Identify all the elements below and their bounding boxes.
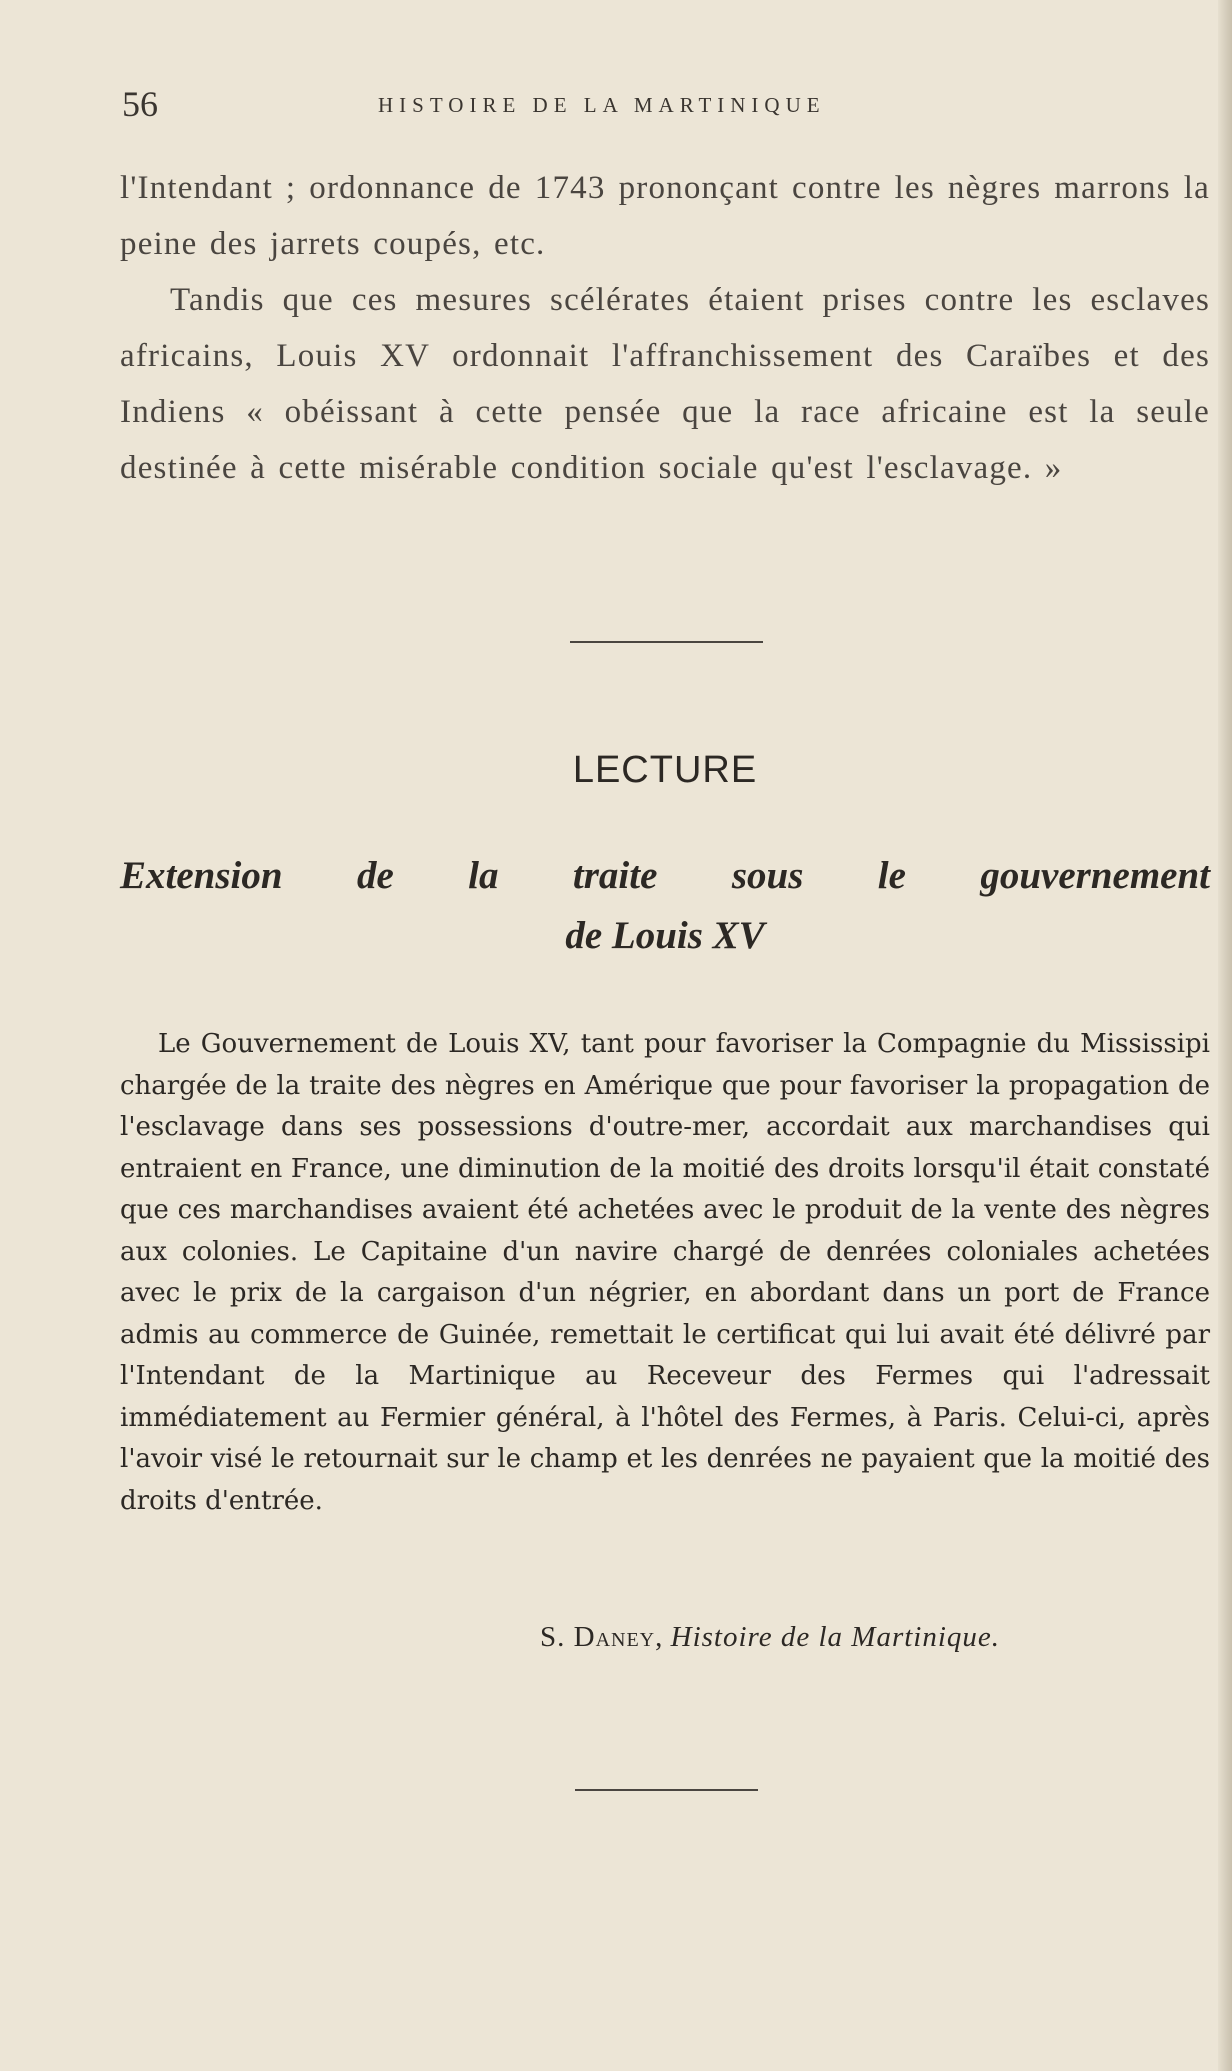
reading-title-line-1: Extension de la traite sous le gouvernement [120, 854, 1210, 897]
citation-work: Histoire de la Martinique. [670, 1621, 1001, 1653]
reading-body [120, 1024, 1210, 1522]
reading-title-line-2: de Louis XV [565, 914, 765, 957]
intro-paragraph-2: Tandis que ces mesures scélérates étaient prises contre les esclaves africains, Louis XV ordonnait l'affranchissement des Caraïbes et des Indiens « obéissant à cette pensée que la race africaine est la seule destinée à cette misérable condition sociale qu'est l'esclavage. » [120, 282, 1210, 486]
reading-title [120, 846, 1210, 966]
intro-text [120, 160, 1210, 496]
page-number: 56 [122, 84, 158, 124]
citation-author: S. Daney, [540, 1621, 664, 1653]
citation [540, 1617, 1000, 1657]
running-head: HISTOIRE DE LA MARTINIQUE [378, 93, 826, 117]
section-label: LECTURE [572, 749, 758, 791]
intro-paragraph-1: l'Intendant ; ordonnance de 1743 prononçant contre les nègres marrons la peine des jarrets coupés, etc. [120, 170, 1210, 262]
page-edge [1218, 0, 1232, 2071]
section-divider-top [570, 641, 763, 643]
reading-paragraph: Le Gouvernement de Louis XV, tant pour favoriser la Compagnie du Mississipi chargée de la traite des nègres en Amérique que pour favoriser la propagation de l'esclavage dans ses possessions d'outre-mer, accordait aux marchandises qui entraient en France, une diminution de la moitié des droits lorsqu'il était constaté que ces marchandises avaient été achetées avec le produit de la vente des nègres aux colonies. Le Capitaine d'un navire chargé de denrées coloniales achetées avec le prix de la cargaison d'un négrier, en abordant dans un port de France admis au commerce de Guinée, remettait le certificat qui lui avait été délivré par l'Intendant de la Martinique au Receveur des Fermes qui l'adressait immédiatement au Fermier général, à l'hôtel des Fermes, à Paris. Celui-ci, après l'avoir visé le retournait sur le champ et les denrées ne payaient que la moitié des droits d'entrée. [120, 1029, 1210, 1516]
page-header [120, 82, 1150, 126]
section-divider-bottom [575, 1789, 758, 1791]
